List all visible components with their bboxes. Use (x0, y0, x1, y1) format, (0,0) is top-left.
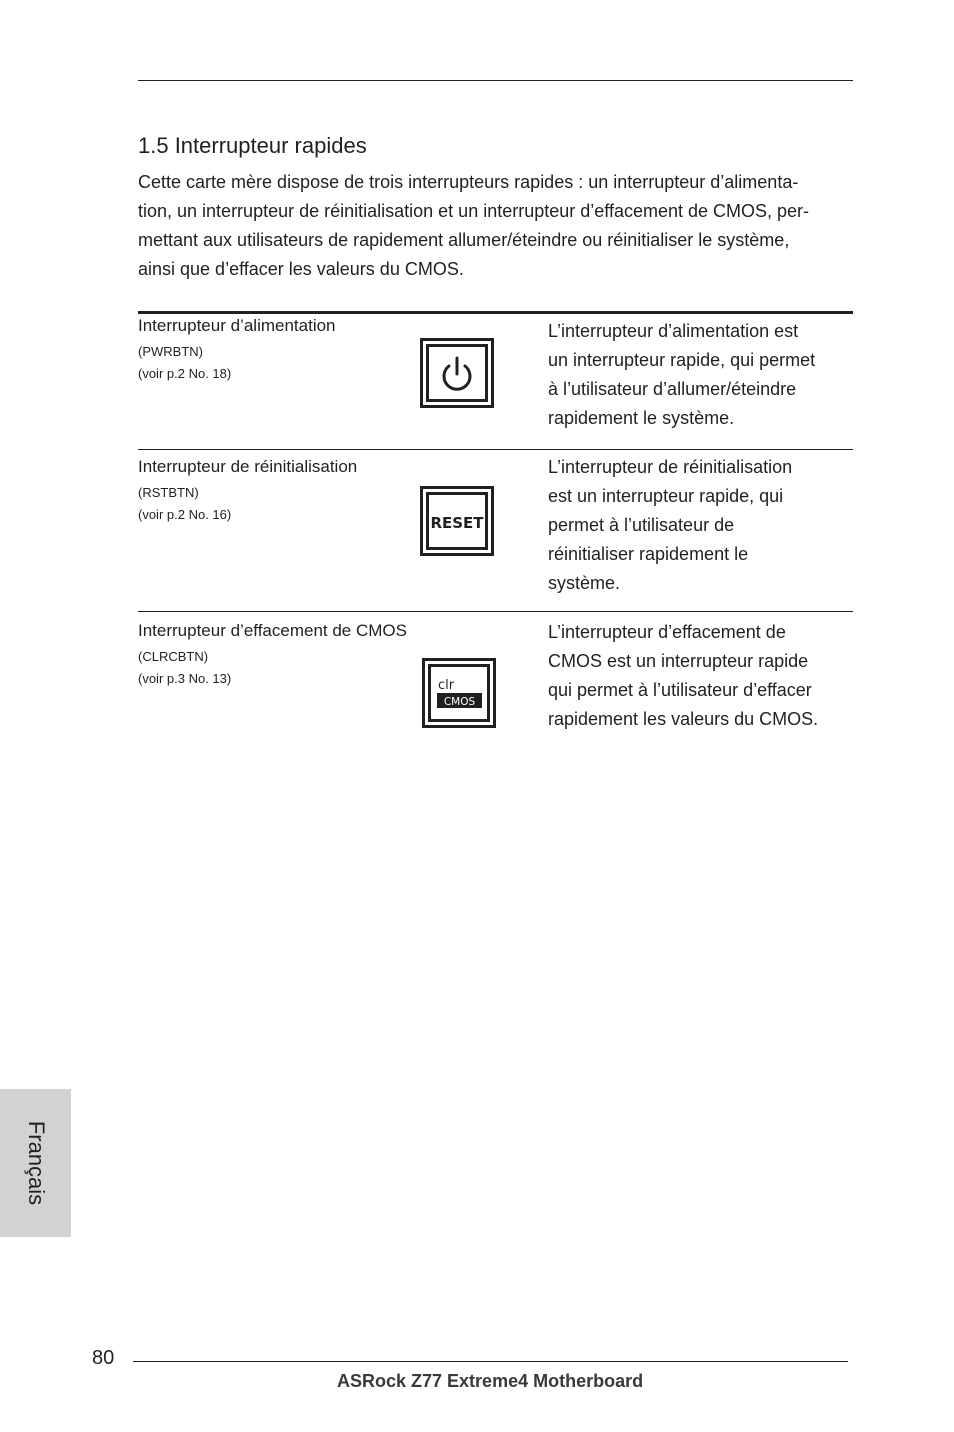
switch-code: (RSTBTN) (138, 485, 199, 500)
description-line: L’interrupteur d’alimentation est (548, 321, 799, 341)
switch-meta (138, 341, 231, 385)
reset-icon-label: RESET (430, 514, 484, 532)
intro-paragraph (138, 168, 854, 284)
table-top-rule (138, 311, 853, 314)
row-divider (138, 449, 853, 450)
clear-cmos-icon (422, 658, 496, 728)
page-number: 80 (92, 1347, 115, 1369)
footer-rule (133, 1361, 848, 1362)
footer-product-name: ASRock Z77 Extreme4 Motherboard (337, 1371, 644, 1391)
switch-code: (PWRBTN) (138, 344, 203, 359)
description-line: système. (548, 573, 621, 593)
description-line: qui permet à l’utilisateur d’effacer (548, 680, 812, 700)
switch-name: Interrupteur d’alimentation (138, 316, 336, 335)
power-icon (420, 338, 494, 408)
switch-meta (138, 482, 231, 526)
switch-page-ref: (voir p.2 No. 18) (138, 366, 232, 381)
switch-description (548, 453, 848, 598)
switch-page-ref: (voir p.2 No. 16) (138, 507, 232, 522)
description-line: à l’utilisateur d’allumer/éteindre (548, 379, 797, 399)
switch-name: Interrupteur d’effacement de CMOS (138, 621, 407, 640)
reset-icon (420, 486, 494, 556)
description-line: un interrupteur rapide, qui permet (548, 350, 816, 370)
top-rule (138, 80, 853, 81)
section-title: 1.5 Interrupteur rapides (138, 133, 367, 158)
clr-label: clr (438, 678, 455, 693)
description-line: est un interrupteur rapide, qui (548, 486, 784, 506)
switch-description (548, 317, 848, 433)
description-line: rapidement le système. (548, 408, 735, 428)
switch-code: (CLRCBTN) (138, 649, 209, 664)
switch-page-ref: (voir p.3 No. 13) (138, 671, 232, 686)
intro-line: Cette carte mère dispose de trois interrupteurs rapides : un interrupteur d’alimenta- (138, 172, 799, 192)
switch-name: Interrupteur de réinitialisation (138, 457, 358, 476)
description-line: L’interrupteur d’effacement de (548, 622, 786, 642)
switch-meta (138, 646, 231, 690)
row-divider (138, 611, 853, 612)
language-tab (0, 1089, 71, 1237)
description-line: permet à l’utilisateur de (548, 515, 735, 535)
intro-line: ainsi que d’effacer les valeurs du CMOS. (138, 259, 464, 279)
description-line: L’interrupteur de réinitialisation (548, 457, 793, 477)
switch-description (548, 618, 848, 734)
description-line: CMOS est un interrupteur rapide (548, 651, 809, 671)
language-label: Français (24, 1120, 49, 1206)
cmos-label: CMOS (443, 696, 476, 708)
intro-line: mettant aux utilisateurs de rapidement allumer/éteindre ou réinitialiser le système, (138, 230, 790, 250)
description-line: rapidement les valeurs du CMOS. (548, 709, 819, 729)
intro-line: tion, un interrupteur de réinitialisation et un interrupteur d’effacement de CMOS, per- (138, 201, 810, 221)
description-line: réinitialiser rapidement le (548, 544, 749, 564)
